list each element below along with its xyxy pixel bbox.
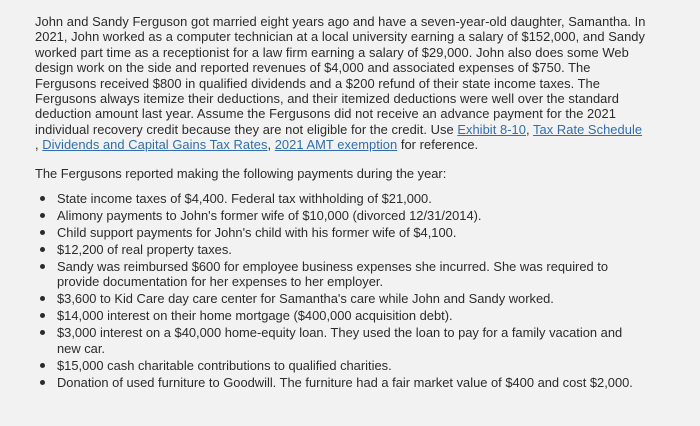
tax-rate-schedule-link[interactable]: Tax Rate Schedule bbox=[533, 121, 643, 137]
bullet-icon bbox=[40, 296, 45, 301]
paragraph-line: John and Sandy Ferguson got married eight years ago and have a seven-year-old daughter, Samantha. In bbox=[35, 14, 646, 29]
paragraph-line: Fergusons received $800 in qualified dividends and a $200 refund of their state income taxes. The bbox=[35, 75, 600, 91]
list-item-text: Donation of used furniture to Goodwill. The furniture had a fair market value of $400 and cost $2,000. bbox=[57, 374, 633, 390]
list-item-text: $3,000 interest on a $40,000 home-equity loan. They used the loan to pay for a family vacation and bbox=[57, 325, 623, 341]
separator: , bbox=[35, 137, 43, 153]
paragraph-line-with-links bbox=[35, 122, 682, 137]
paragraph-line: Fergusons always itemize their deductions, and their itemized deductions were well over the standard bbox=[35, 91, 619, 107]
list-item bbox=[35, 208, 682, 223]
paragraph-line: deduction amount last year. Assume the Fergusons did not receive an advance payment for the 2021 bbox=[35, 106, 616, 122]
paragraph-text: for reference. bbox=[397, 137, 479, 153]
problem-description bbox=[35, 14, 682, 153]
separator: , bbox=[526, 121, 534, 137]
list-item-text: $12,200 of real property taxes. bbox=[57, 242, 232, 258]
list-item bbox=[35, 308, 682, 323]
bullet-icon bbox=[40, 196, 45, 201]
dividends-capital-gains-link[interactable]: Dividends and Capital Gains Tax Rates bbox=[42, 137, 268, 153]
paragraph-line: worked part time as a receptionist for a law firm earning a salary of $29,000. John also does some Web bbox=[35, 44, 629, 60]
list-item-text: $3,600 to Kid Care day care center for Samantha's care while John and Sandy worked. bbox=[57, 291, 554, 307]
list-item-text: Sandy was reimbursed $600 for employee business expenses she incurred. She was required to bbox=[57, 259, 609, 275]
bullet-icon bbox=[40, 330, 45, 335]
bullet-icon bbox=[40, 313, 45, 318]
paragraph-text: individual recovery credit because they are not eligible for the credit. Use bbox=[35, 121, 458, 137]
list-item bbox=[35, 325, 682, 356]
payments-list bbox=[35, 191, 682, 390]
bullet-icon bbox=[40, 213, 45, 218]
bullet-icon bbox=[40, 264, 45, 269]
bullet-icon bbox=[40, 247, 45, 252]
bullet-icon bbox=[40, 230, 45, 235]
exhibit-8-10-link[interactable]: Exhibit 8-10 bbox=[457, 121, 526, 137]
bullet-icon bbox=[40, 380, 45, 385]
list-item bbox=[35, 225, 682, 240]
list-item bbox=[35, 358, 682, 373]
list-item-text: $14,000 interest on their home mortgage ($400,000 acquisition debt). bbox=[57, 308, 453, 324]
paragraph-line-with-links bbox=[35, 137, 682, 152]
list-item-text: Child support payments for John's child with his former wife of $4,100. bbox=[57, 225, 457, 241]
paragraph-line: 2021, John worked as a computer technician at a local university earning a salary of $152,000, and Sandy bbox=[35, 29, 646, 45]
list-item-text: State income taxes of $4,400. Federal tax withholding of $21,000. bbox=[57, 191, 432, 207]
list-item-text: $15,000 cash charitable contributions to qualified charities. bbox=[57, 357, 392, 373]
paragraph-line: design work on the side and reported revenues of $4,000 and associated expenses of $750. The bbox=[35, 60, 591, 76]
list-item-text: provide documentation for her expenses to her employer. bbox=[57, 274, 384, 290]
separator: , bbox=[267, 137, 275, 153]
amt-exemption-link[interactable]: 2021 AMT exemption bbox=[274, 137, 398, 153]
bullet-icon bbox=[40, 363, 45, 368]
list-item bbox=[35, 191, 682, 206]
list-item bbox=[35, 375, 682, 390]
payments-intro: The Fergusons reported making the following payments during the year: bbox=[35, 165, 447, 181]
list-item-text: new car. bbox=[57, 340, 106, 356]
list-item bbox=[35, 242, 682, 257]
list-item bbox=[35, 291, 682, 306]
list-item bbox=[35, 259, 682, 290]
list-item-text: Alimony payments to John's former wife of $10,000 (divorced 12/31/2014). bbox=[57, 208, 482, 224]
